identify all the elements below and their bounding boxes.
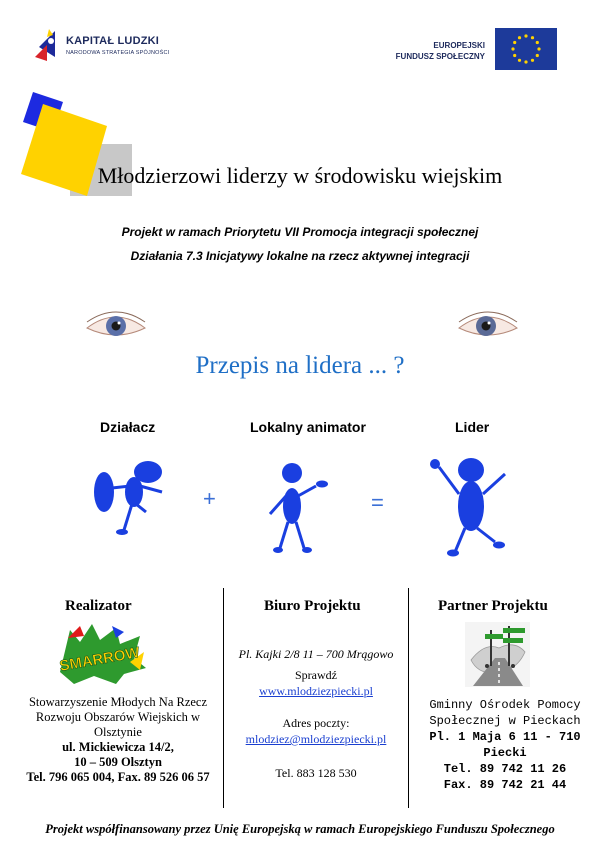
smarrow-logo-icon <box>50 622 150 687</box>
biuro-address: Pl. Kajki 2/8 11 – 700 Mrągowo <box>238 647 394 661</box>
role-leader: Lider <box>455 419 490 435</box>
partner-details <box>410 697 600 793</box>
realizator-phone: Tel. 796 065 004, Fax. 89 526 06 57 <box>26 770 210 784</box>
eye-left-icon <box>85 310 147 342</box>
equals-sign: = <box>371 490 384 515</box>
subtitle-priority: Projekt w ramach Priorytetu VII Promocja integracji społecznej <box>121 225 479 239</box>
partner-logo-icon <box>465 622 530 687</box>
biuro-check-label: Sprawdź <box>295 668 337 682</box>
role-local-animator: Lokalny animator <box>250 419 366 435</box>
realizator-city: 10 – 509 Olsztyn <box>74 755 162 769</box>
figure-activist-icon <box>90 456 180 536</box>
eu-flag-icon <box>495 28 557 70</box>
biuro-website-link[interactable]: www.mlodziezpiecki.pl <box>259 684 373 698</box>
realizator-heading: Realizator <box>65 598 132 614</box>
efs-line-2: FUNDUSZ SPOŁECZNY <box>395 52 485 61</box>
smarrow-logo-text: SMARROW <box>58 644 141 675</box>
kapital-ludzki-subtitle: NARODOWA STRATEGIA SPÓJNOŚCI <box>66 50 170 56</box>
partner-address: Pl. 1 Maja 6 11 - 710 Piecki <box>429 730 581 760</box>
column-divider-1 <box>223 588 224 808</box>
biuro-heading: Biuro Projektu <box>264 598 361 614</box>
kapital-ludzki-title: KAPITAŁ LUDZKI <box>66 35 160 47</box>
realizator-details <box>18 695 218 785</box>
biuro-mail-label: Adres poczty: <box>282 716 350 730</box>
role-activist: Działacz <box>100 419 156 435</box>
figure-leader-icon <box>425 454 515 559</box>
kapital-ludzki-logo-icon <box>33 27 63 63</box>
footer-cofinancing-note: Projekt współfinansowany przez Unię Europejską w ramach Europejskiego Funduszu Społecznego <box>45 822 555 836</box>
realizator-street: ul. Mickiewicza 14/2, <box>62 740 174 754</box>
efs-label <box>396 40 485 62</box>
partner-org-line-2: Społecznej w Pieckach <box>429 714 581 728</box>
recipe-heading: Przepis na lidera ... ? <box>195 352 405 379</box>
partner-org-line-1: Gminny Ośrodek Pomocy <box>429 698 581 712</box>
partner-fax: Fax. 89 742 21 44 <box>443 778 567 792</box>
realizator-org-line-2: Rozwoju Obszarów Wiejskich w <box>35 710 201 724</box>
page-title: Młodzierzowi liderzy w środowisku wiejskim <box>97 163 503 188</box>
plus-sign: + <box>203 486 216 511</box>
biuro-phone: Tel. 883 128 530 <box>275 766 357 780</box>
partner-phone: Tel. 89 742 11 26 <box>443 762 567 776</box>
subtitle-action: Działania 7.3 Inicjatywy lokalne na rzecz aktywnej integracji <box>130 249 470 263</box>
realizator-org-line-3: Olsztynie <box>94 725 142 739</box>
eye-right-icon <box>457 310 519 342</box>
column-divider-2 <box>408 588 409 808</box>
efs-line-1: EUROPEJSKI <box>433 41 485 50</box>
figure-animator-icon <box>260 462 340 557</box>
partner-heading: Partner Projektu <box>438 598 548 614</box>
biuro-email-link[interactable]: mlodziez@mlodziezpiecki.pl <box>245 732 387 746</box>
realizator-org-line-1: Stowarzyszenie Młodych Na Rzecz <box>28 695 208 709</box>
